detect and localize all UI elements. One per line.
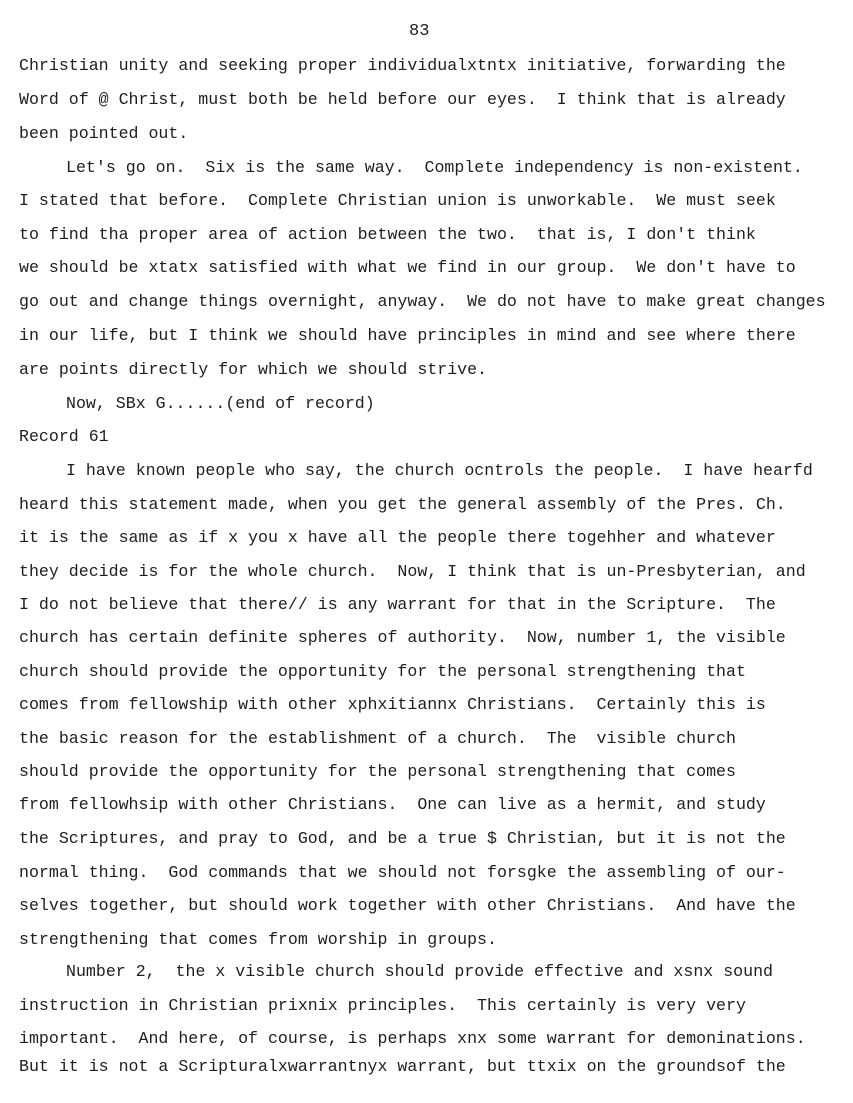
text-line: I do not believe that there// is any warrant for that in the Scripture. The bbox=[19, 595, 776, 614]
text-line: go out and change things overnight, anyway. We do not have to make great changes bbox=[19, 292, 826, 311]
text-line: But it is not a Scripturalxwarrantnyx warrant, but ttxix on the groundsof the bbox=[19, 1057, 786, 1076]
text-line: been pointed out. bbox=[19, 124, 189, 143]
text-line: church should provide the opportunity for the personal strengthening that bbox=[19, 662, 746, 681]
text-line: Let's go on. Six is the same way. Complete independency is non-existent. bbox=[66, 158, 803, 177]
text-line: I have known people who say, the church ocntrols the people. I have hearfd bbox=[66, 461, 813, 480]
text-line: I stated that before. Complete Christian union is unworkable. We must seek bbox=[19, 191, 776, 210]
text-line: we should be xtatx satisfied with what we find in our group. We don't have to bbox=[19, 258, 796, 277]
text-line: heard this statement made, when you get the general assembly of the Pres. Ch. bbox=[19, 495, 786, 514]
text-line: the basic reason for the establishment of a church. The visible church bbox=[19, 729, 736, 748]
text-line: Now, SBx G......(end of record) bbox=[66, 394, 375, 413]
text-line: Christian unity and seeking proper individualxtntx initiative, forwarding the bbox=[19, 56, 786, 75]
text-line: normal thing. God commands that we should not forsgke the assembling of our- bbox=[19, 863, 786, 882]
text-line: church has certain definite spheres of authority. Now, number 1, the visible bbox=[19, 628, 786, 647]
text-line: important. And here, of course, is perhaps xnx some warrant for demoninations. bbox=[19, 1029, 806, 1048]
text-line: strengthening that comes from worship in groups. bbox=[19, 930, 497, 949]
text-line: to find tha proper area of action between the two. that is, I don't think bbox=[19, 225, 756, 244]
text-line: it is the same as if x you x have all the people there togehher and whatever bbox=[19, 528, 776, 547]
record-heading: Record 61 bbox=[19, 427, 109, 446]
text-line: should provide the opportunity for the personal strengthening that comes bbox=[19, 762, 736, 781]
text-line: are points directly for which we should strive. bbox=[19, 360, 488, 379]
text-line: selves together, but should work together with other Christians. And have the bbox=[19, 896, 796, 915]
text-line: Word of @ Christ, must both be held before our eyes. I think that is already bbox=[19, 90, 786, 109]
text-line: from fellowhsip with other Christians. One can live as a hermit, and study bbox=[19, 795, 766, 814]
text-line: instruction in Christian prixnix principles. This certainly is very very bbox=[19, 996, 746, 1015]
text-line: the Scriptures, and pray to God, and be a true $ Christian, but it is not the bbox=[19, 829, 786, 848]
page-number: 83 bbox=[409, 22, 430, 41]
text-line: in our life, but I think we should have principles in mind and see where there bbox=[19, 326, 796, 345]
text-line: comes from fellowship with other xphxitiannx Christians. Certainly this is bbox=[19, 695, 766, 714]
text-line: they decide is for the whole church. Now, I think that is un-Presbyterian, and bbox=[19, 562, 806, 581]
text-line: Number 2, the x visible church should provide effective and xsnx sound bbox=[66, 962, 774, 981]
